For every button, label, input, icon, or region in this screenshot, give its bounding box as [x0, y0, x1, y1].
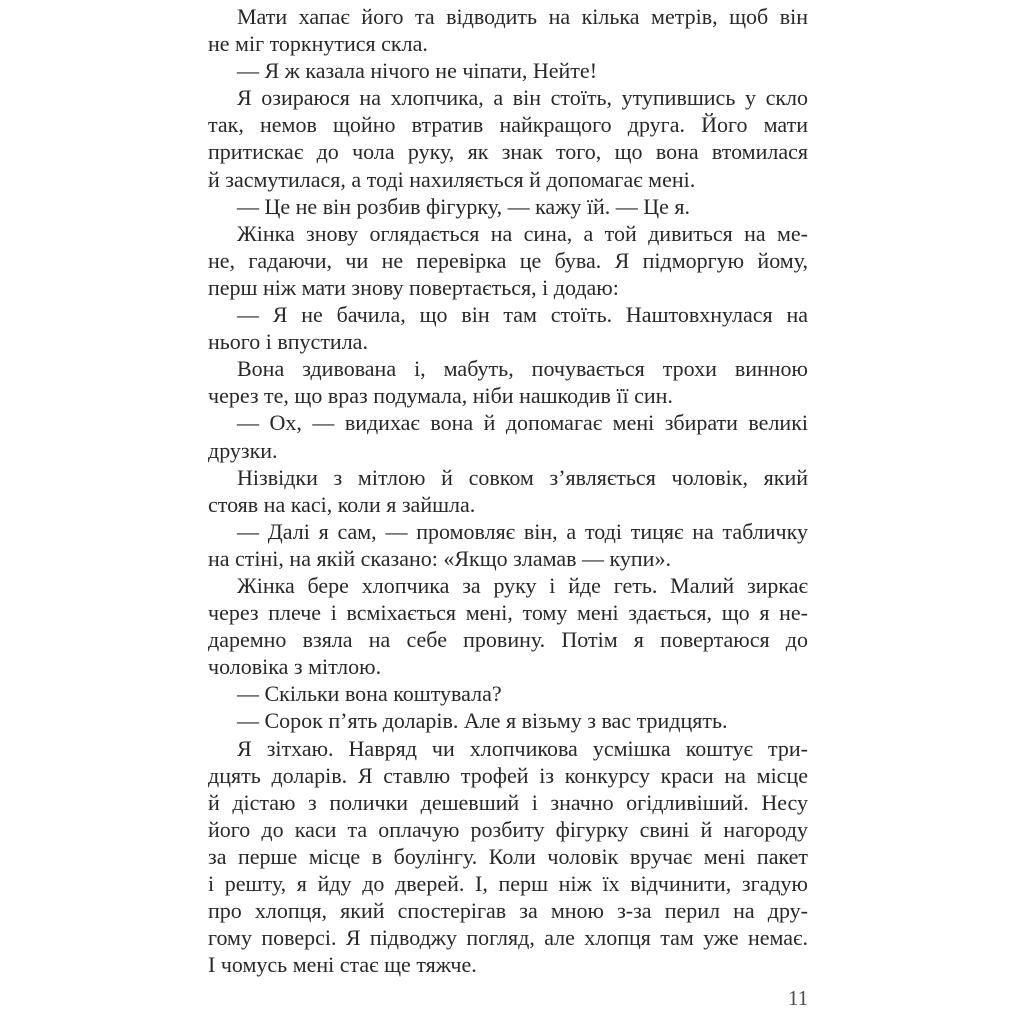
text-line: перш ніж мати знову повертається, і додаю: — [208, 274, 619, 300]
text-line: й засмутилася, а тоді нахиляється й допомагає мені. — [208, 166, 696, 192]
text-line: Мати хапає його та відводить на кілька метрів, щоб він — [237, 4, 808, 29]
text-line: нього і впустила. — [208, 329, 368, 355]
text-line: Я озираюся на хлопчика, а він стоїть, утупившись у скло — [237, 85, 808, 111]
text-line: — Скільки вона коштувала? — [237, 681, 502, 707]
text-line: — Далі я сам, — промовляє він, а тоді тицяє на табличку — [237, 518, 808, 544]
text-line: Жінка знову оглядається на сина, а той дивиться на ме- — [237, 220, 808, 246]
text-line: на стіні, на якій сказано: «Якщо зламав — купи». — [208, 545, 671, 571]
text-line: — Я ж казала нічого не чіпати, Нейте! — [237, 58, 598, 84]
text-line: Я зітхаю. Навряд чи хлопчикова усмішка коштує три- — [237, 735, 808, 761]
text-line: стояв на касі, коли я зайшла. — [208, 491, 476, 517]
text-line: так, немов щойно втратив найкращого друга. Його мати — [208, 112, 808, 138]
text-line: — Ох, — видихає вона й допомагає мені збирати великі — [237, 410, 808, 436]
text-line: про хлопця, який спостерігав за мною з-за перил на дру- — [208, 898, 808, 924]
text-line: даремно взяла на себе провину. Потім я повертаюся до — [208, 627, 808, 653]
text-line: Жінка бере хлопчика за руку і йде геть. Малий зиркає — [237, 572, 808, 598]
text-line: через те, що враз подумала, ніби нашкодив її син. — [208, 383, 673, 409]
text-line: за перше місце в боулінгу. Коли чоловік вручає мені пакет — [208, 843, 808, 869]
text-line: не міг торкнутися скла. — [208, 31, 428, 57]
text-line: дцять доларів. Я ставлю трофей із конкурсу краси на місце — [208, 762, 808, 788]
text-line: — Я не бачила, що він там стоїть. Наштовхнулася на — [237, 302, 808, 328]
text-line: чоловіка з мітлою. — [208, 654, 382, 680]
text-line: його до каси та оплачую розбиту фігурку свині й нагороду — [208, 816, 808, 842]
text-line: не, гадаючи, чи не перевірка це бува. Я підморгую йому, — [208, 247, 808, 273]
text-line: — Це не він розбив фігурку, — кажу їй. — Це я. — [237, 193, 691, 219]
text-line: друзки. — [208, 437, 278, 463]
text-line: притискає до чола руку, як знак того, що вона втомилася — [208, 139, 808, 165]
text-line: — Сорок п’ять доларів. Але я візьму з вас тридцять. — [237, 708, 728, 734]
text-line: гому поверсі. Я підводжу погляд, але хлопця там уже немає. — [208, 925, 808, 951]
text-line: Нізвідки з мітлою й совком з’являється чоловік, який — [237, 464, 808, 490]
text-line: й дістаю з полички дешевший і значно огідливіший. Несу — [208, 789, 808, 815]
page-number: 11 — [788, 986, 809, 1010]
page-text-block — [208, 3, 808, 978]
text-line: І чомусь мені стає ще тяжче. — [208, 952, 477, 978]
text-line: і решту, я йду до дверей. І, перш ніж їх відчинити, згадую — [208, 871, 808, 896]
text-line: Вона здивована і, мабуть, почувається трохи винною — [237, 356, 808, 382]
text-line: через плече і всміхається мені, тому мені здається, що я не- — [208, 600, 808, 626]
